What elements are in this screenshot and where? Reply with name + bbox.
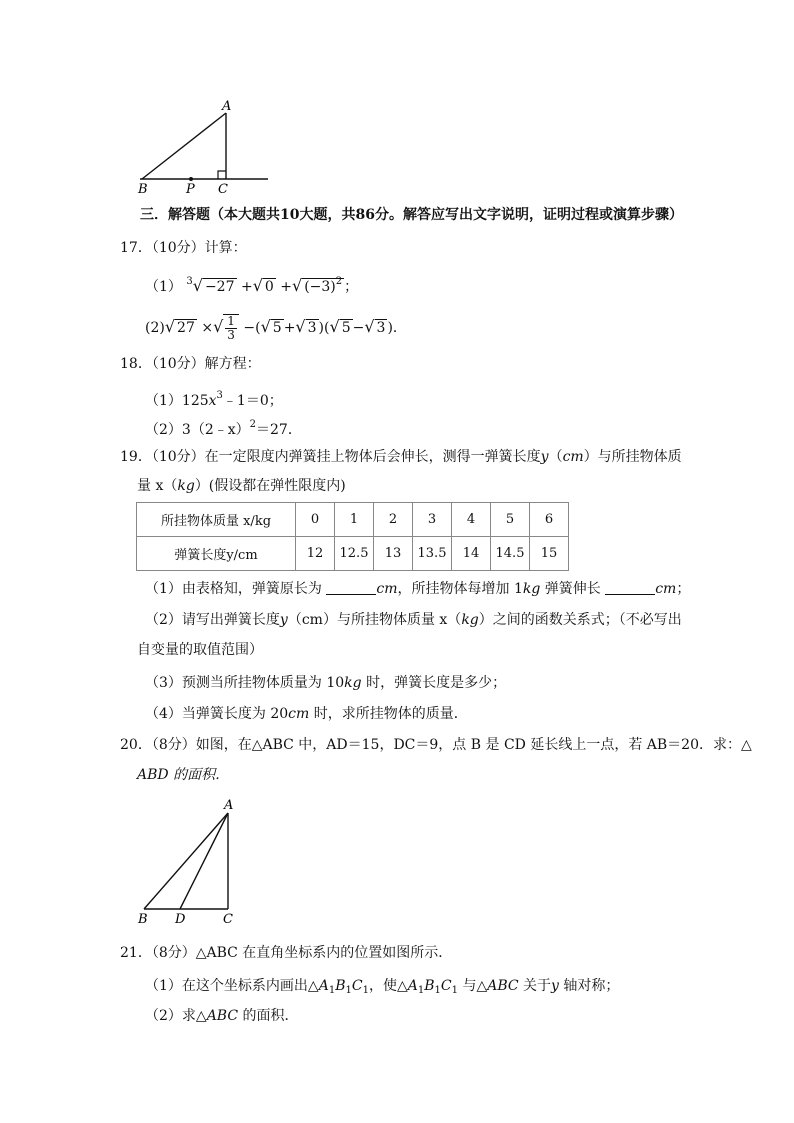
q17-p2-prefix: (2) — [145, 320, 165, 336]
table-cell: 13 — [374, 537, 413, 571]
q17-part1 — [145, 272, 358, 297]
table-cell: 15 — [530, 537, 569, 571]
figure-triangle-abd — [130, 797, 250, 929]
label-b: B — [138, 182, 148, 197]
q19-line2: 量 x（kg）(假设都在弹性限度内) — [137, 478, 346, 494]
q17-part2: (2)√ 27 ×√ $\frac{1}{3}$ −(√ 5 +√ 3 )(√ 5 −√ 3 )． — [145, 314, 407, 342]
label-a: A — [222, 99, 232, 114]
label-a: A — [224, 798, 234, 813]
table-cell: 13.5 — [413, 537, 452, 571]
table-cell: 14.5 — [491, 537, 530, 571]
radicand-27: 27 — [177, 320, 195, 336]
label-c: C — [223, 912, 233, 927]
table-cell: 12.5 — [335, 537, 374, 571]
radical-sign: √ — [252, 276, 263, 295]
q20-line2: ABD 的面积． — [137, 767, 230, 783]
table-row — [137, 537, 569, 571]
q17-heading: 17．（10分）计算： — [120, 240, 247, 256]
q21-heading: 21．（8分）△ABC 在直角坐标系内的位置如图所示． — [120, 945, 453, 961]
q20-line1: 20．（8分）如图，在△ABC 中，AD＝15，DC＝9，点 B 是 CD 延长线上一点，若 AB＝20．求：△ — [120, 737, 752, 753]
table-cell: 3 — [413, 503, 452, 537]
figure-triangle-abc-p — [130, 95, 280, 197]
radical-sign: √ — [164, 317, 176, 336]
q19-part3: （3）预测当所挂物体质量为 10kg 时，弹簧长度是多少； — [145, 675, 507, 691]
q21-part2: （2）求△ABC 的面积． — [145, 1008, 299, 1024]
label-c: C — [218, 182, 228, 197]
label-p: P — [186, 182, 195, 197]
q19-part2-cont: 自变量的取值范围） — [137, 642, 263, 658]
section-heading: 三．解答题（本大题共10大题，共86分。解答应写出文字说明，证明过程或演算步骤） — [140, 207, 683, 223]
hypotenuse-ab — [142, 113, 226, 179]
radical-sign: √ — [292, 276, 303, 295]
q18-heading: 18．（10分）解方程： — [120, 356, 261, 372]
answer-blank[interactable] — [326, 580, 376, 595]
q19-part4: （4）当弹簧长度为 20cm 时，求所挂物体的质量． — [145, 706, 468, 722]
row1-header: 所挂物体质量 x/kg — [137, 503, 296, 537]
q19-part1: （1）由表格知，弹簧原长为 cm，所挂物体每增加 1kg 弹簧伸长 cm； — [145, 581, 691, 597]
table-cell: 12 — [296, 537, 335, 571]
radical-sign: √ — [192, 276, 203, 295]
table-cell: 5 — [491, 503, 530, 537]
q19-part2: （2）请写出弹簧长度y（cm）与所挂物体质量 x（kg）之间的函数关系式；（不必写出 — [145, 612, 682, 628]
radical-sign: √ — [213, 317, 224, 336]
side-ab — [144, 813, 228, 909]
table-cell: 2 — [374, 503, 413, 537]
radicand-squared: $(-3)^2$ — [304, 276, 343, 295]
label-d: D — [175, 912, 186, 927]
table-row — [137, 503, 569, 537]
side-ad — [180, 813, 228, 909]
point-p — [189, 177, 193, 181]
q17-p1-prefix: （1） — [145, 279, 182, 295]
q19-line1: 19．（10分）在一定限度内弹簧挂上物体后会伸长，测得一弹簧长度y（cm）与所挂物体质 — [120, 449, 682, 465]
table-cell: 1 — [335, 503, 374, 537]
answer-blank[interactable] — [605, 580, 655, 595]
right-angle-mark — [218, 171, 226, 179]
q18-part2: （2）3（2﹣x）$^2$＝27． — [145, 419, 302, 438]
row2-header: 弹簧长度y/cm — [137, 537, 296, 571]
fraction-one-third: $\frac{1}{3}$ — [223, 314, 239, 342]
radicand-0: 0 — [264, 279, 274, 295]
q18-part1: $(1)125x^3﹣1=0$； — [145, 390, 283, 409]
plus-sign: + — [240, 279, 253, 295]
semicolon: ； — [344, 279, 359, 295]
spring-data-table — [136, 502, 569, 571]
plus-sign: + — [280, 279, 292, 295]
table-cell: 6 — [530, 503, 569, 537]
cube-root-index: 3 — [186, 276, 193, 287]
table-cell: 0 — [296, 503, 335, 537]
times-sign: × — [201, 320, 214, 336]
label-b: B — [138, 912, 148, 927]
radicand-minus27: −27 — [204, 279, 235, 295]
table-cell: 14 — [452, 537, 491, 571]
table-cell: 4 — [452, 503, 491, 537]
q21-part1: （1）在这个坐标系内画出$\triangle A_1B_1C_1$，使$\triangle A_1B_1C_1$ 与△ABC 关于y 轴对称； — [145, 978, 620, 996]
